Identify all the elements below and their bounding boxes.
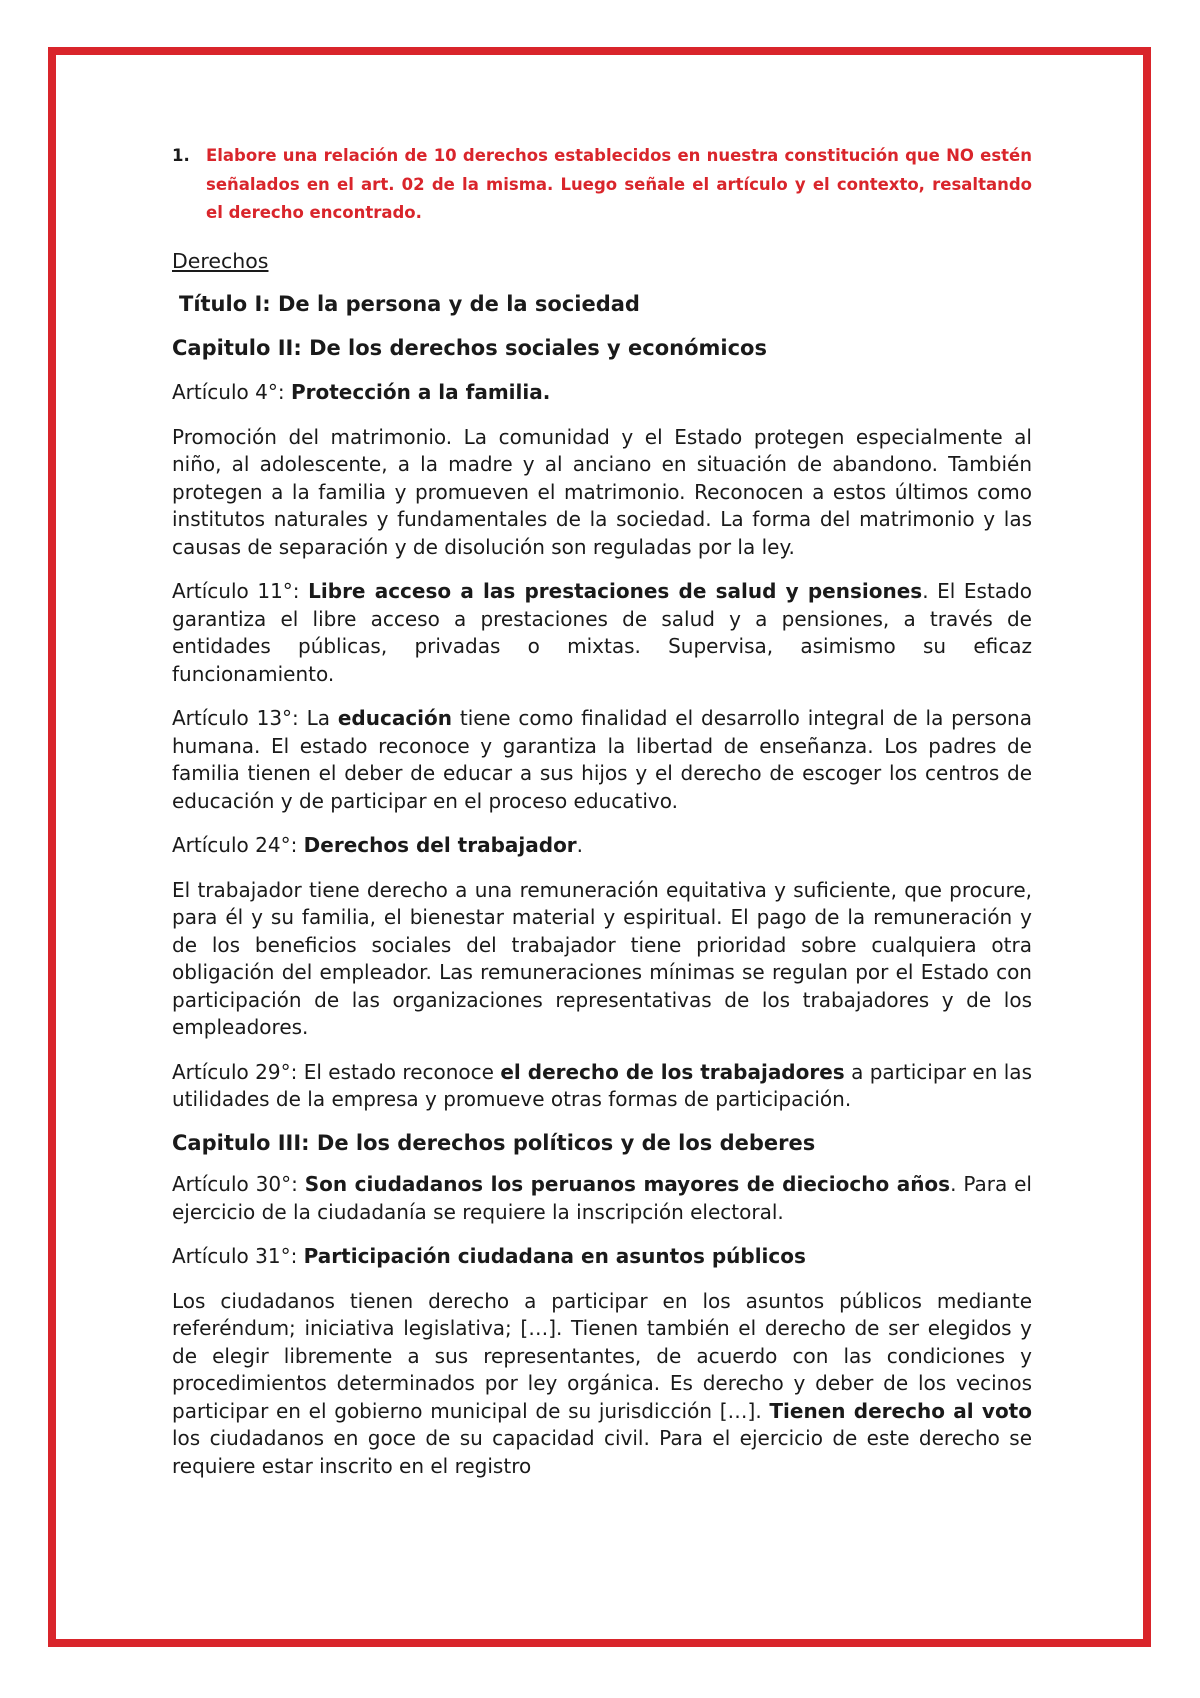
article-13-text: tiene como finalidad el desarrollo integral de la persona humana. El estado reconoce y garantiza la libertad de enseñanza. Los padres de familia tienen el deber de educar a sus hijos y el derecho de escoger los centros de educación y de participar en el proceso educativo.: [172, 706, 1032, 813]
article-31-body: [172, 1288, 1032, 1481]
section-heading: Derechos: [172, 248, 269, 273]
article-31-text-2: los ciudadanos en goce de su capacidad civil. Para el ejercicio de este derecho se requiere estar inscrito en el registro: [172, 1426, 1032, 1478]
article-30: [172, 1171, 1032, 1226]
article-29-right: el derecho de los trabajadores: [500, 1059, 845, 1084]
article-11: [172, 578, 1032, 688]
article-31-right: Participación ciudadana en asuntos públicos: [303, 1244, 806, 1268]
article-4-title: Protección a la familia.: [290, 380, 551, 404]
article-29: [172, 1059, 1032, 1114]
article-31-text-1: Los ciudadanos tienen derecho a participar en los asuntos públicos mediante referéndum; iniciativa legislativa; […]. Tienen también el derecho de ser elegidos y de elegir libremente a sus representantes, de acuerdo con las condiciones y procedimientos determinados por ley orgánica. Es derecho y deber de los vecinos participar en el gobierno municipal de su jurisdicción […].: [172, 1288, 1032, 1423]
article-30-text: . Para el ejercicio de la ciudadanía se requiere la inscripción electoral.: [172, 1172, 1032, 1224]
article-4-label: Artículo 4°:: [172, 380, 291, 404]
article-31-voting-right: Tienen derecho al voto: [769, 1398, 1032, 1423]
document-body: [172, 142, 1032, 1480]
article-13-right: educación: [337, 706, 453, 730]
article-13-label: Artículo 13°: La: [172, 706, 338, 730]
article-29-text: a participar en las utilidades de la empresa y promueve otras formas de participación.: [172, 1059, 1032, 1111]
question-item: [172, 142, 1032, 228]
article-30-right: Son ciudadanos los peruanos mayores de dieciocho años: [304, 1172, 951, 1196]
chapter-heading-2: Capitulo II: De los derechos sociales y económicos: [172, 335, 767, 360]
article-24-period: .: [576, 833, 584, 857]
article-13: [172, 705, 1032, 815]
article-11-label: Artículo 11°:: [172, 579, 309, 603]
article-30-label: Artículo 30°:: [172, 1172, 305, 1196]
article-11-text: . El Estado garantiza el libre acceso a prestaciones de salud y a pensiones, a través de entidades públicas, privadas o mixtas. Supervisa, asimismo su eficaz funcionamiento.: [172, 579, 1033, 686]
chapter-heading-3: Capitulo III: De los derechos políticos y de los deberes: [172, 1130, 816, 1155]
article-24-heading: [172, 832, 1032, 860]
article-31-heading: [172, 1243, 1032, 1271]
article-11-right: Libre acceso a las prestaciones de salud y pensiones: [308, 579, 923, 603]
article-4-body: Promoción del matrimonio. La comunidad y el Estado protegen especialmente al niño, al adolescente, a la madre y al anciano en situación de abandono. También protegen a la familia y promueven el matrimonio. Reconocen a estos últimos como institutos naturales y fundamentales de la sociedad. La forma del matrimonio y las causas de separación y de disolución son reguladas por la ley.: [172, 424, 1032, 559]
question-text: Elabore una relación de 10 derechos establecidos en nuestra constitución que NO estén señalados en el art. 02 de la misma. Luego señale el artículo y el contexto, resaltando el derecho encontrado.: [206, 146, 1032, 222]
title-heading: Título I: De la persona y de la sociedad: [179, 292, 640, 316]
article-24-body: El trabajador tiene derecho a una remuneración equitativa y suficiente, que procure, para él y su familia, el bienestar material y espiritual. El pago de la remuneración y de los beneficios sociales del trabajador tiene prioridad sobre cualquiera otra obligación del empleador. Las remuneraciones mínimas se regulan por el Estado con participación de las organizaciones representativas de los trabajadores y de los empleadores.: [172, 877, 1032, 1039]
article-29-label: Artículo 29°: El estado reconoce: [172, 1059, 501, 1084]
article-24-label: Artículo 24°:: [172, 833, 304, 857]
question-number: 1.: [172, 146, 190, 165]
article-4-heading: [172, 379, 1032, 407]
article-31-label: Artículo 31°:: [172, 1244, 304, 1268]
article-24-right: Derechos del trabajador: [303, 833, 577, 857]
